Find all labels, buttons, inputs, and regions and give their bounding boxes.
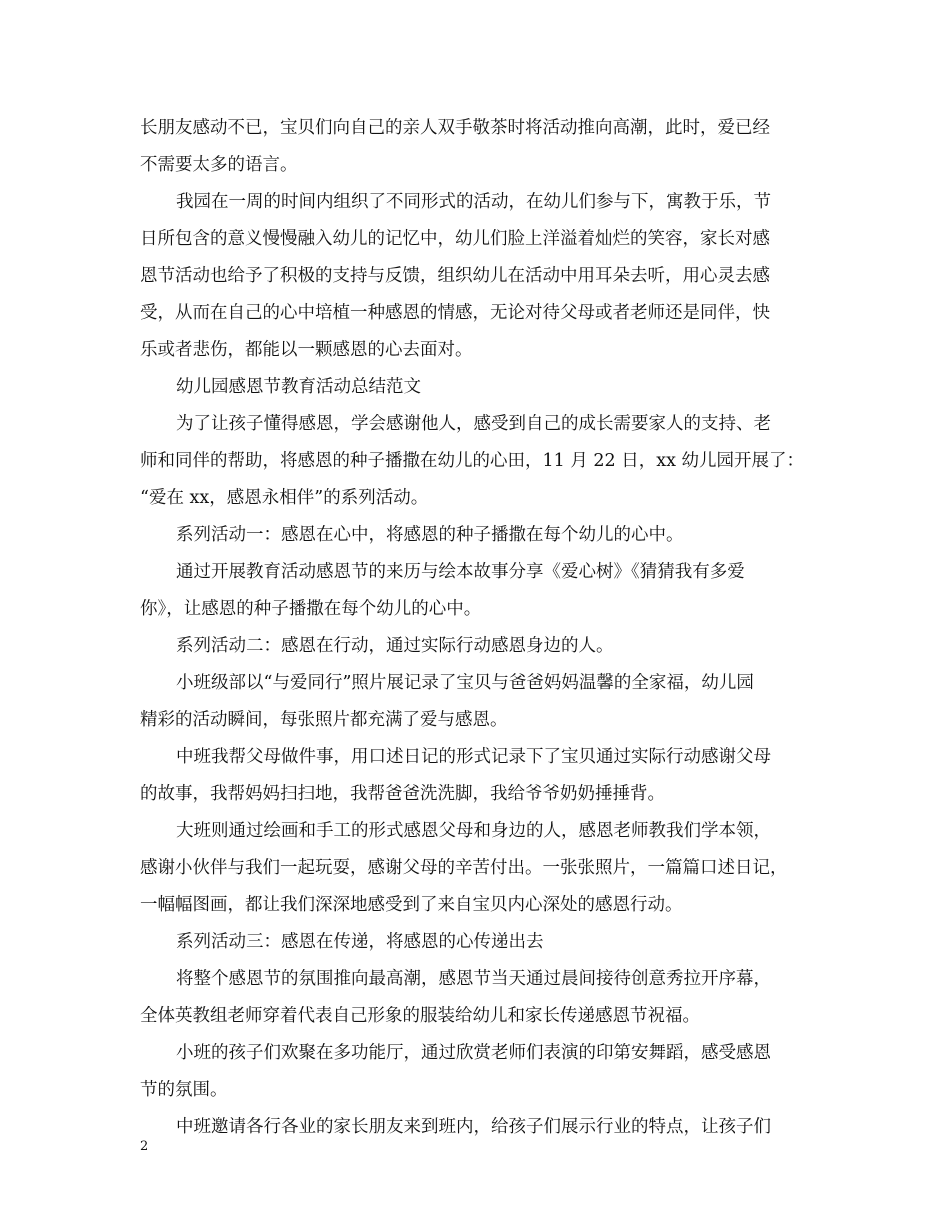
text-line: 乐或者悲伤，都能以一颗感恩的心去面对。 xyxy=(140,340,473,360)
page-number: 2 xyxy=(140,1139,149,1154)
text-line: 的故事，我帮妈妈扫扫地，我帮爸爸洗洗脚，我给爷爷奶奶捶捶背。 xyxy=(140,784,665,804)
text-line: 小班的孩子们欢聚在多功能厅，通过欣赏老师们表演的印第安舞蹈，感受感恩 xyxy=(176,1043,771,1063)
text-line: 节的氛围。 xyxy=(140,1080,228,1100)
text-line: 一幅幅图画，都让我们深深地感受到了来自宝贝内心深处的感恩行动。 xyxy=(140,895,683,915)
text-line: 系列活动一：感恩在心中，将感恩的种子播撒在每个幼儿的心中。 xyxy=(176,525,684,545)
text-line: 中班邀请各行各业的家长朋友来到班内，给孩子们展示行业的特点，让孩子们 xyxy=(176,1117,771,1137)
text-line: 我园在一周的时间内组织了不同形式的活动，在幼儿们参与下，寓教于乐，节 xyxy=(176,192,771,212)
text-line: “爱在 xx，感恩永相伴”的系列活动。 xyxy=(140,488,429,508)
text-line: 中班我帮父母做件事，用口述日记的形式记录下了宝贝通过实际行动感谢父母 xyxy=(176,747,771,767)
text-line: 为了让孩子懂得感恩，学会感谢他人，感受到自己的成长需要家人的支持、老 xyxy=(176,414,771,434)
text-line: 全体英教组老师穿着代表自己形象的服装给幼儿和家长传递感恩节祝福。 xyxy=(140,1006,700,1026)
text-line: 恩节活动也给予了积极的支持与反馈，组织幼儿在活动中用耳朵去听，用心灵去感 xyxy=(140,266,770,286)
text-line: 将整个感恩节的氛围推向最高潮，感恩节当天通过晨间接待创意秀拉开序幕， xyxy=(176,969,771,989)
text-line: 系列活动二：感恩在行动，通过实际行动感恩身边的人。 xyxy=(176,636,614,656)
text-line: 长朋友感动不已，宝贝们向自己的亲人双手敬茶时将活动推向高潮，此时，爱已经 xyxy=(140,118,770,138)
text-line: 精彩的活动瞬间，每张照片都充满了爱与感恩。 xyxy=(140,710,508,730)
text-line: 日所包含的意义慢慢融入幼儿的记忆中，幼儿们脸上洋溢着灿烂的笑容，家长对感 xyxy=(140,229,770,249)
text-line: 你》，让感恩的种子播撒在每个幼儿的心中。 xyxy=(140,599,482,619)
text-line: 不需要太多的语言。 xyxy=(140,155,298,175)
text-line: 感谢小伙伴与我们一起玩耍，感谢父母的辛苦付出。一张张照片，一篇篇口述日记， xyxy=(140,858,788,878)
text-line: 通过开展教育活动感恩节的来历与绘本故事分享《爱心树》《猜猜我有多爱 xyxy=(176,562,745,582)
section-heading: 幼儿园感恩节教育活动总结范文 xyxy=(176,377,421,397)
text-line: 师和同伴的帮助，将感恩的种子播撒在幼儿的心田，11 月 22 日，xx 幼儿园开展了： xyxy=(140,451,805,471)
text-line: 小班级部以“与爱同行”照片展记录了宝贝与爸爸妈妈温馨的全家福，幼儿园 xyxy=(176,673,754,693)
text-line: 受，从而在自己的心中培植一种感恩的情感，无论对待父母或者老师还是同伴，快 xyxy=(140,303,770,323)
text-line: 系列活动三：感恩在传递，将感恩的心传递出去 xyxy=(176,932,544,952)
text-line: 大班则通过绘画和手工的形式感恩父母和身边的人，感恩老师教我们学本领， xyxy=(176,821,771,841)
